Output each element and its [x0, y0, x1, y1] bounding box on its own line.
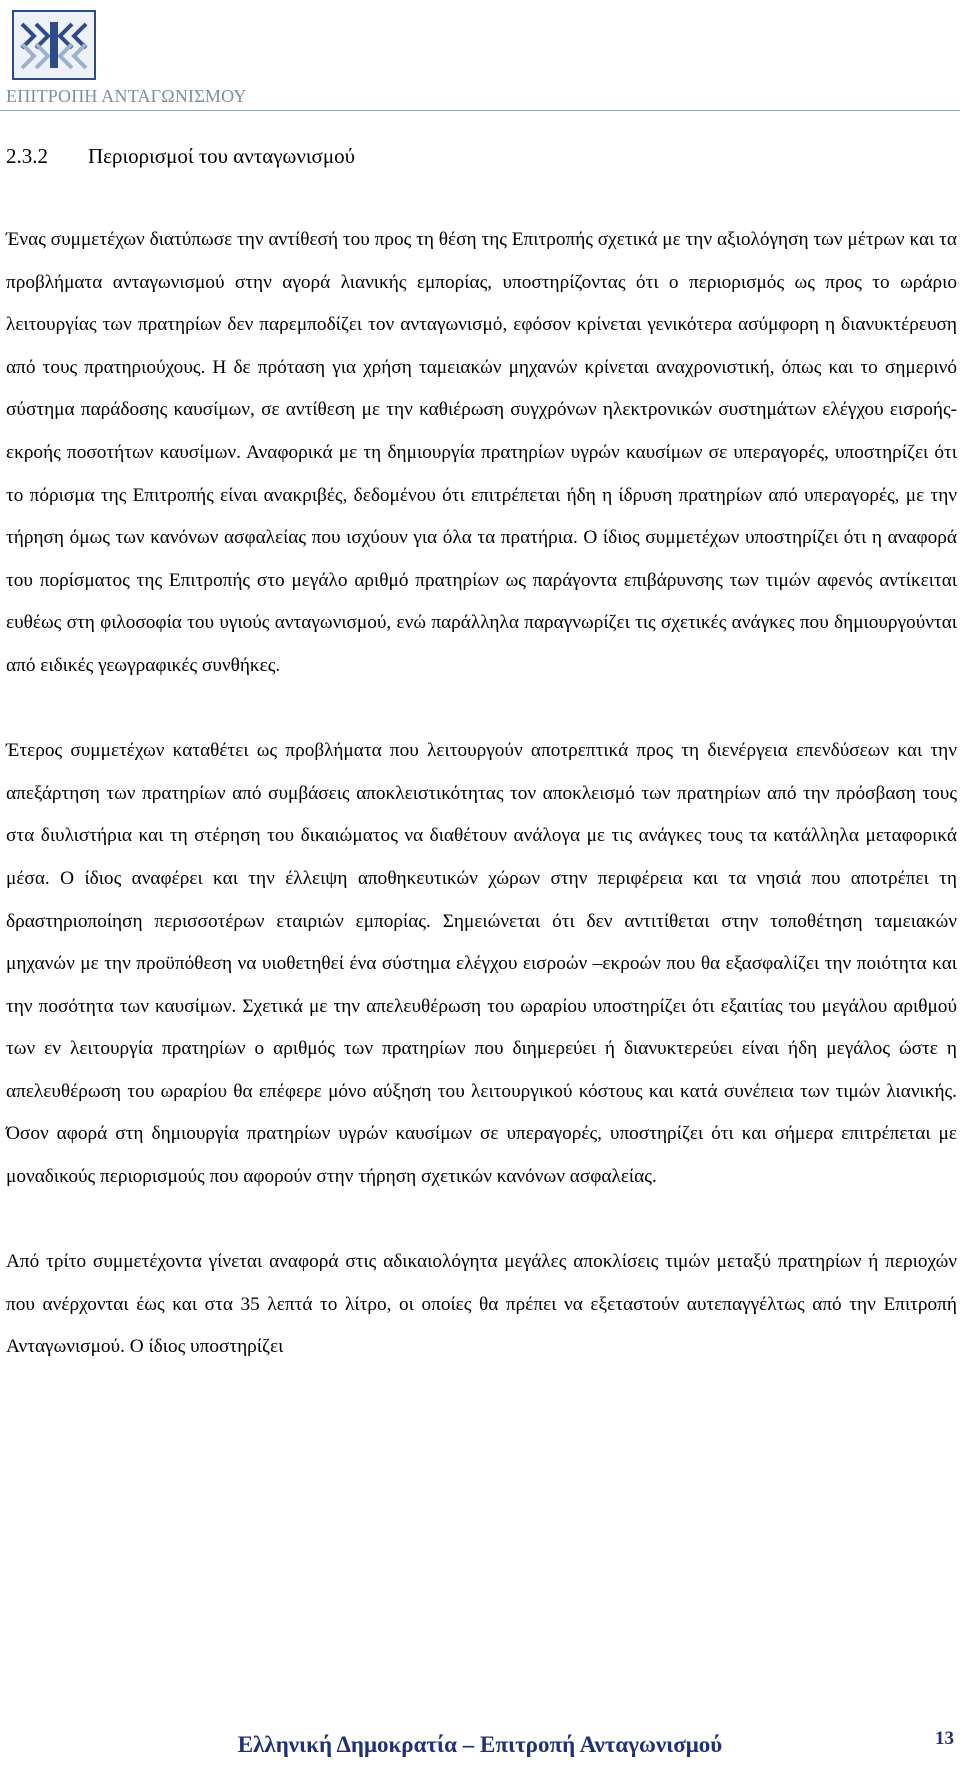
paragraph: Έτερος συμμετέχων καταθέτει ως προβλήματα που λειτουργούν αποτρεπτικά προς τη διενέργεια επενδύσεων και την απεξάρτηση των πρατηρίων από συμβάσεις αποκλειστικότητας τον αποκλεισμό των πρατηρίων από την πρόσβαση τους στα διυλιστήρια και τη στέρηση του δικαιώματος να διαθέτουν ανάλογα με τις ανάγκες τους τα κατάλληλα μεταφορικά μέσα. Ο ίδιος αναφέρει και την έλλειψη αποθηκευτικών χώρων στην περιφέρεια και τα νησιά που αποτρέπει τη δραστηριοποίηση περισσοτέρων εταιριών εμπορίας. Σημειώνεται ότι δεν αντιτίθεται στην τοποθέτηση ταμειακών μηχανών με την προϋπόθεση να υιοθετηθεί ένα σύστημα ελέγχου εισροών –εκροών που θα εξασφαλίζει την ποιότητα και την ποσότητα των καυσίμων. Σχετικά με την απελευθέρωση του ωραρίου υποστηρίζει ότι εξαιτίας του μεγάλου αριθμού των εν λειτουργία πρατηρίων ο αριθμός των πρατηρίων που διημερεύει ή διανυκτερεύει είναι ήδη μεγάλος ώστε η απελευθέρωση του ωραρίου θα επέφερε μόνο αύξηση του λειτουργικού κόστους και κατά συνέπεια των τιμών λιανικής. Όσον αφορά στη δημιουργία πρατηρίων υγρών καυσίμων σε υπεραγορές, υποστηρίζει ότι και σήμερα επιτρέπεται με μοναδικούς περιορισμούς που αφορούν στην τήρηση σχετικών κανόνων ασφαλείας. [6, 740, 957, 1188]
section-title: Περιορισμοί του ανταγωνισμού [88, 144, 355, 168]
page-footer [0, 1726, 960, 1770]
document-body [6, 219, 957, 1369]
organization-name: ΕΠΙΤΡΟΠΗ ΑΝΤΑΓΩΝΙΣΜΟΥ [6, 86, 247, 106]
paragraph: Ένας συμμετέχων διατύπωσε την αντίθεσή του προς τη θέση της Επιτροπής σχετικά με την αξιολόγηση των μέτρων και τα προβλήματα ανταγωνισμού στην αγορά λιανικής εμπορίας, υποστηρίζοντας ότι ο περιορισμός ως προς το ωράριο λειτουργίας των πρατηρίων δεν παρεμποδίζει τον ανταγωνισμό, εφόσον κρίνεται γενικότερα ασύμφορη η διανυκτέρευση από τους πρατηριούχους. Η δε πρόταση για χρήση ταμειακών μηχανών κρίνεται αναχρονιστική, όπως και το σημερινό σύστημα παράδοσης καυσίμων, σε αντίθεση με την καθιέρωση συγχρόνων ηλεκτρονικών συστημάτων ελέγχου εισροής-εκροής ποσοτήτων καυσίμων. Αναφορικά με τη δημιουργία πρατηρίων υγρών καυσίμων σε υπεραγορές, υποστηρίζει ότι το πόρισμα της Επιτροπής είναι ανακριβές, δεδομένου ότι επιτρέπεται ήδη η ίδρυση πρατηρίων από υπεραγορές, με την τήρηση όμως των κανόνων ασφαλείας που ισχύουν για όλα τα πρατήρια. Ο ίδιος συμμετέχων υποστηρίζει ότι η αναφορά του πορίσματος της Επιτροπής στο μεγάλο αριθμό πρατηρίων ως παράγοντα επιβάρυνσης των τιμών αφενός αντίκειται ευθέως στη φιλοσοφία του υγιούς ανταγωνισμού, ενώ παράλληλα παραγνωρίζει τις σχετικές ανάγκες που δημιουργούνται από ειδικές γεωγραφικές συνθήκες. [6, 229, 957, 676]
footer-text: Ελληνική Δημοκρατία – Επιτροπή Ανταγωνισμού [237, 1732, 723, 1757]
section-number: 2.3.2 [6, 144, 48, 168]
header-divider [0, 110, 960, 111]
paragraph: Από τρίτο συμμετέχοντα γίνεται αναφορά στις αδικαιολόγητα μεγάλες αποκλίσεις τιμών μεταξύ πρατηρίων ή περιοχών που ανέρχονται έως και στα 35 λεπτά το λίτρο, οι οποίες θα πρέπει να εξεταστούν αυτεπαγγέλτως από την Επιτροπή Ανταγωνισμού. Ο ίδιος υποστηρίζει [6, 1251, 957, 1358]
section-heading [6, 142, 355, 170]
page-header [0, 0, 960, 114]
page-number: 13 [935, 1728, 954, 1749]
competition-commission-logo-icon [12, 10, 96, 80]
